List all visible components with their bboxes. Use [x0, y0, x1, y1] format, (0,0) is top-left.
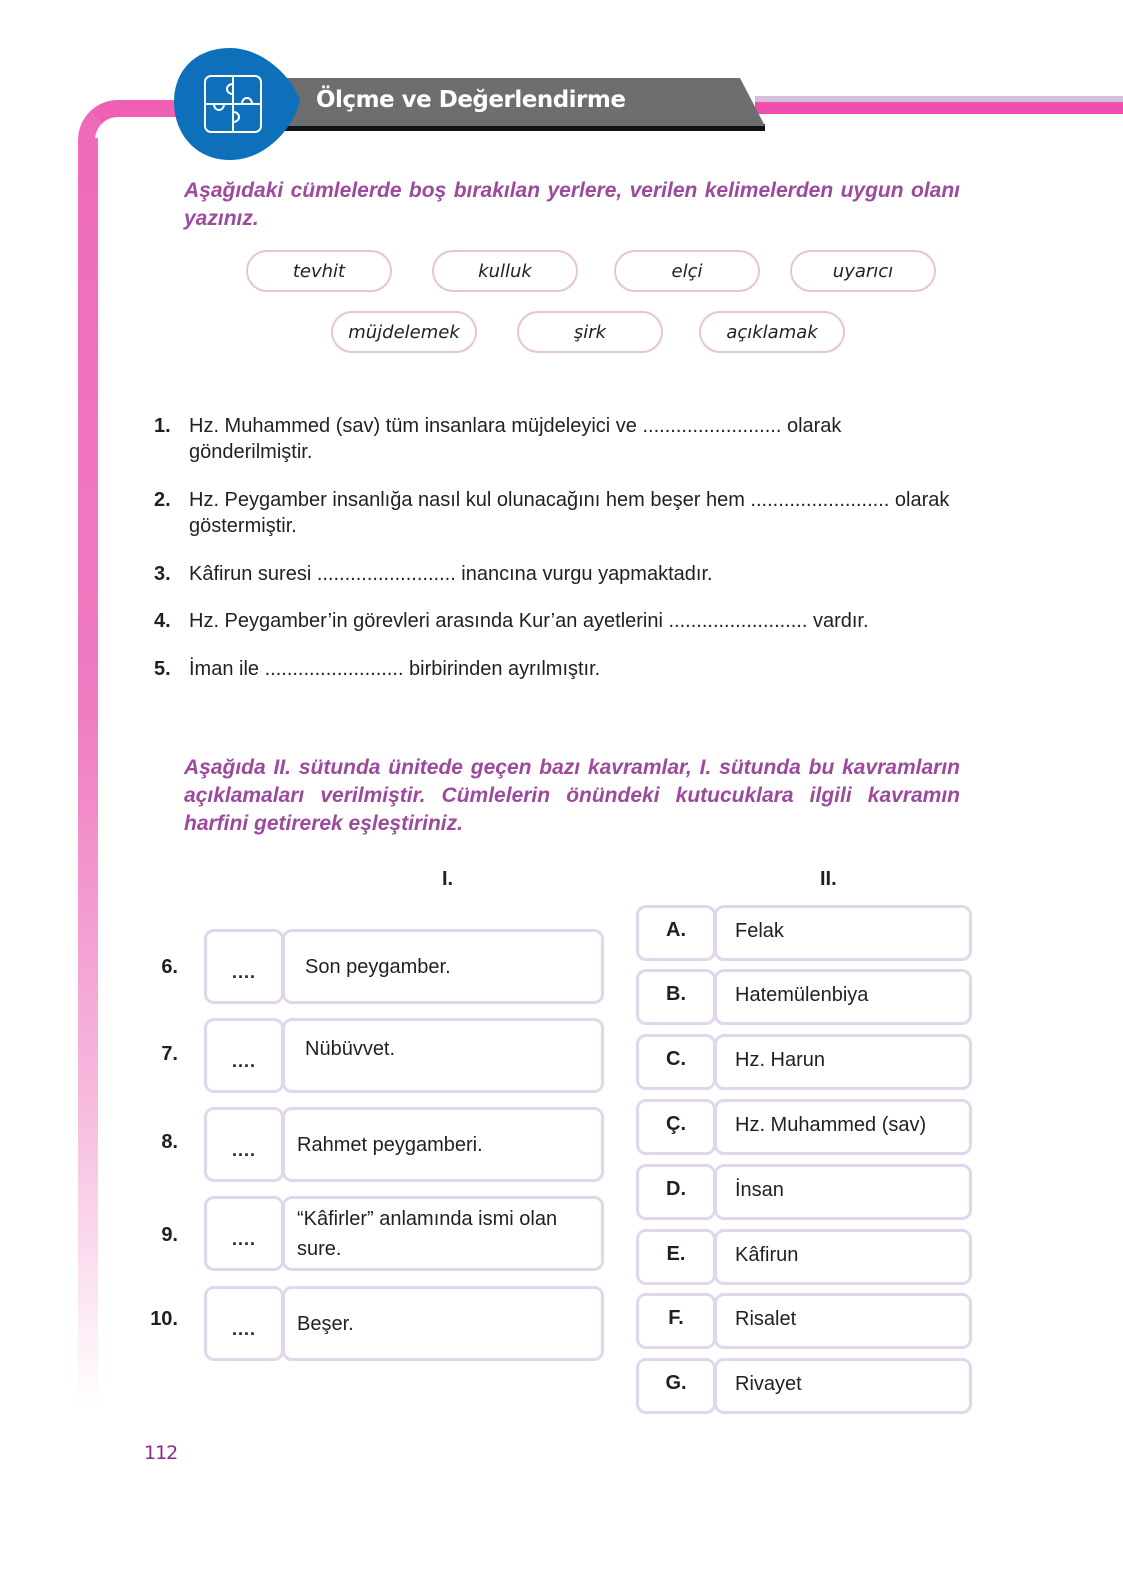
item-number: 8. — [161, 1131, 178, 1153]
answer-box[interactable] — [204, 929, 284, 1004]
question-text: Kâfirun suresi ......................... inancına vurgu yapmaktadır. — [189, 563, 713, 585]
concept-text: İnsan — [735, 1178, 784, 1201]
concept-text: Kâfirun — [735, 1243, 799, 1266]
answer-blank: .... — [231, 1051, 256, 1071]
concept-box — [714, 1293, 972, 1349]
letter-box — [636, 1034, 716, 1090]
fill-in-instruction: Aşağıdaki cümlelerde boş bırakılan yerlere, verilen kelimelerden uygun olanı yazınız. — [184, 179, 960, 230]
question-number: 2. — [154, 489, 171, 511]
description-text: “Kâfirler” anlamında ismi olan sure. — [297, 1207, 558, 1260]
answer-box[interactable] — [204, 1196, 284, 1271]
item-number: 7. — [161, 1043, 178, 1065]
question-number: 1. — [154, 415, 171, 437]
concept-letter: G. — [665, 1371, 687, 1394]
letter-box — [636, 1164, 716, 1220]
concept-letter: C. — [666, 1047, 686, 1070]
word-chip: kulluk — [432, 250, 578, 292]
answer-box[interactable] — [204, 1107, 284, 1182]
description-text: Beşer. — [297, 1312, 354, 1335]
letter-box — [636, 1099, 716, 1155]
concept-box — [714, 1164, 972, 1220]
description-text: Rahmet peygamberi. — [297, 1133, 483, 1156]
concept-box — [714, 1358, 972, 1414]
answer-blank: .... — [231, 1319, 256, 1339]
page-title: Ölçme ve Değerlendirme — [316, 87, 626, 113]
concept-text: Felak — [735, 919, 784, 942]
description-text: Son peygamber. — [305, 955, 451, 978]
description-box — [282, 929, 604, 1004]
description-text: Nübüvvet. — [305, 1037, 396, 1060]
concept-letter: D. — [666, 1177, 686, 1200]
description-box — [282, 1107, 604, 1182]
word-chip: şirk — [517, 311, 663, 353]
word-chip: tevhit — [246, 250, 392, 292]
puzzle-badge — [172, 46, 302, 162]
concept-letter: Ç. — [666, 1112, 686, 1135]
letter-box — [636, 969, 716, 1025]
question-number: 5. — [154, 658, 171, 680]
concept-text: Hz. Harun — [735, 1048, 826, 1071]
question-text: Hz. Muhammed (sav) tüm insanlara müjdeleyici ve ......................... olarak gönderilmiştir. — [189, 415, 842, 463]
answer-blank: .... — [231, 962, 256, 982]
concept-text: Rivayet — [735, 1372, 802, 1395]
page-number: 112 — [144, 1442, 178, 1464]
concept-box — [714, 969, 972, 1025]
item-number: 10. — [150, 1308, 178, 1330]
concept-letter: E. — [666, 1242, 686, 1265]
answer-box[interactable] — [204, 1018, 284, 1093]
item-number: 9. — [161, 1224, 178, 1246]
description-box — [282, 1018, 604, 1093]
word-chip: açıklamak — [699, 311, 845, 353]
letter-box — [636, 905, 716, 961]
answer-blank: .... — [231, 1229, 256, 1249]
question-text: Hz. Peygamber’in görevleri arasında Kur’an ayetlerini ......................... vardır. — [189, 610, 869, 632]
question-text: Hz. Peygamber insanlığa nasıl kul olunacağını hem beşer hem ......................... olarak göstermiştir. — [189, 489, 950, 537]
column-header-i: I. — [442, 868, 454, 890]
letter-box — [636, 1358, 716, 1414]
column-header-ii: II. — [820, 868, 837, 890]
concept-text: Hatemülenbiya — [735, 983, 869, 1006]
word-chip: müjdelemek — [331, 311, 477, 353]
question-number: 4. — [154, 610, 171, 632]
pink-top-bar — [755, 96, 1123, 114]
item-number: 6. — [161, 956, 178, 978]
concept-box — [714, 905, 972, 961]
concept-letter: B. — [666, 982, 686, 1005]
concept-text: Hz. Muhammed (sav) — [735, 1113, 927, 1136]
letter-box — [636, 1229, 716, 1285]
concept-text: Risalet — [735, 1307, 797, 1330]
concept-box — [714, 1034, 972, 1090]
description-box — [282, 1286, 604, 1361]
concept-letter: A. — [666, 918, 686, 941]
concept-letter: F. — [668, 1306, 684, 1329]
question-text: İman ile ......................... birbirinden ayrılmıştır. — [189, 658, 601, 680]
letter-box — [636, 1293, 716, 1349]
matching-instruction: Aşağıda II. sütunda ünitede geçen bazı kavramlar, I. sütunda bu kavramların açıklamaları verilmiştir. Cümlelerin önündeki kutucuklara ilgili kavramın harfini getirerek eşleştiriniz. — [184, 756, 960, 835]
concept-box — [714, 1229, 972, 1285]
question-number: 3. — [154, 563, 171, 585]
answer-blank: .... — [231, 1140, 256, 1160]
answer-box[interactable] — [204, 1286, 284, 1361]
word-chip: elçi — [614, 250, 760, 292]
concept-box — [714, 1099, 972, 1155]
pink-side-bar — [78, 138, 98, 1408]
description-box — [282, 1196, 604, 1271]
word-chip: uyarıcı — [790, 250, 936, 292]
